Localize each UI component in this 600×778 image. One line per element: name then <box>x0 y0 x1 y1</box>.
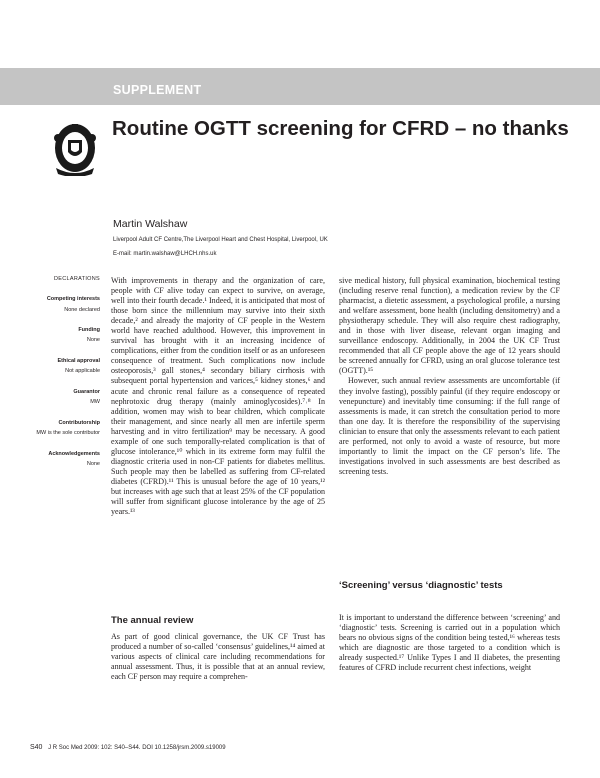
declarations-sidebar <box>10 274 100 469</box>
body-paragraph: sive medical history, full physical examination, biochemical testing (including reserve renal function), a medication review by the CF pharmacist, a dietetic assessment, a psychological profile, a nursing and welfare assessment, bone health (including densitometry) and a physiotherapy schedule. They will also require chest radiography, and in those with liver disease, relevant organ imaging and surveillance endoscopy. Additionally, in 2004 the UK CF Trust recommended that all CF people above the age of 12 years should be screened annually for CFRD, using an oral glucose tolerance test (OGTT).¹⁵ <box>339 276 560 376</box>
article-title: Routine OGTT screening for CFRD – no thanks <box>112 117 569 140</box>
declaration-value: Not applicable <box>65 368 100 375</box>
author-email: E-mail: martin.walshaw@LHCH.nhs.uk <box>113 251 217 257</box>
body-column-right <box>339 276 560 477</box>
declaration-value: None <box>86 337 100 344</box>
body-paragraph: However, such annual review assessments are uncomfortable (if they involve fasting), possibly painful (if they require endoscopy or venepuncture) and inevitably time consuming: if the full range of assessments is made, it can stretch the consultation period to more than one day. It is therefore the responsibility of the supervising clinician to ensure that only the assessments relevant to each patient are performed, not only to avoid a waste of resource, but more importantly to limit the impact on the CF person’s life. The investigations involved in such assessments are best described as screening tests. <box>339 376 560 476</box>
body-column-left-lower <box>111 632 325 682</box>
body-paragraph: With improvements in therapy and the organization of care, people with CF alive today can expect to survive, on average, well into their fourth decade.¹ Indeed, it is anticipated that most of those born since the millennium may survive into their sixth decade,² and already the majority of CF people in the Western world have reached adulthood. However, this improvement in survival has brought with it an increasing incidence of complications, either from the condition itself or as an unforeseen consequence of treatment. Such complications now include osteoporosis,³ gall stones,⁴ secondary biliary cirrhosis with subsequent portal hypertension and varices,⁵ kidney stones,⁶ and acute and chronic renal failure as a consequence of repeated nephrotoxic drug therapy (mainly aminoglycosides).⁷˒⁸ In addition, women may wish to bear children, which complicate their management, and since nearly all men are infertile sperm harvesting and in vitro fertilization⁹ may be necessary. A good example of one such temporally-related complication is that of glucose intolerance,¹⁰ which in its extreme form may fulfil the diagnostic criteria used in non-CF patients for diabetes mellitus. Such people may then be labelled as suffering from CF-related diabetes (CFRD).¹¹ This is unusual before the age of 10 years,¹² but increases with age such that at least 25% of the CF population will suffer from significant glucose intolerance by the age of 25 years.¹³ <box>111 276 325 517</box>
body-paragraph: As part of good clinical governance, the UK CF Trust has produced a number of so-called ‘consensus’ guidelines,¹⁴ aimed at various aspects of clinical care including recommendations for annual assessment. Thus, it is possible that at an annual review, each CF person may require a comprehen- <box>111 632 325 682</box>
page-footer <box>30 744 226 751</box>
declaration-value: None <box>86 461 100 468</box>
journal-citation: J R Soc Med 2009: 102: S40–S44. DOI 10.1258/jrsm.2009.s19009 <box>48 745 226 751</box>
author-name: Martin Walshaw <box>113 218 188 230</box>
section-heading-annual-review: The annual review <box>111 615 194 626</box>
declaration-value: MW <box>90 399 100 406</box>
section-heading-screening-vs-diagnostic: ‘Screening’ versus ‘diagnostic’ tests <box>339 580 503 591</box>
declaration-heading: Ethical approval <box>57 358 100 365</box>
author-affiliation: Liverpool Adult CF Centre,The Liverpool Heart and Chest Hospital, Liverpool, UK <box>113 237 328 243</box>
declaration-heading: Competing interests <box>46 296 100 303</box>
declaration-heading: Acknowledgements <box>48 450 100 457</box>
supplement-label: SUPPLEMENT <box>113 83 202 97</box>
society-crest-logo <box>50 118 100 176</box>
body-column-right-lower <box>339 613 560 673</box>
supplement-banner <box>0 68 600 105</box>
declaration-heading: Funding <box>78 327 100 334</box>
declaration-heading: Contributorship <box>58 419 100 426</box>
declaration-value: None declared <box>64 306 100 313</box>
declarations-title: DECLARATIONS <box>54 276 100 282</box>
declaration-heading: Guarantor <box>73 388 100 395</box>
page-number: S40 <box>30 744 43 751</box>
body-column-left <box>111 276 325 517</box>
body-paragraph: It is important to understand the difference between ‘screening’ and ‘diagnostic’ tests. Screening is carried out in a population which bears no obvious signs of the condition being tested,¹⁶ whereas tests which are diagnostic are those targeted to a condition which is already suspected.¹⁷ Unlike Types I and II diabetes, the presenting features of CFRD include recurrent chest infections, weight <box>339 613 560 673</box>
declaration-value: MW is the sole contributor <box>36 430 100 437</box>
